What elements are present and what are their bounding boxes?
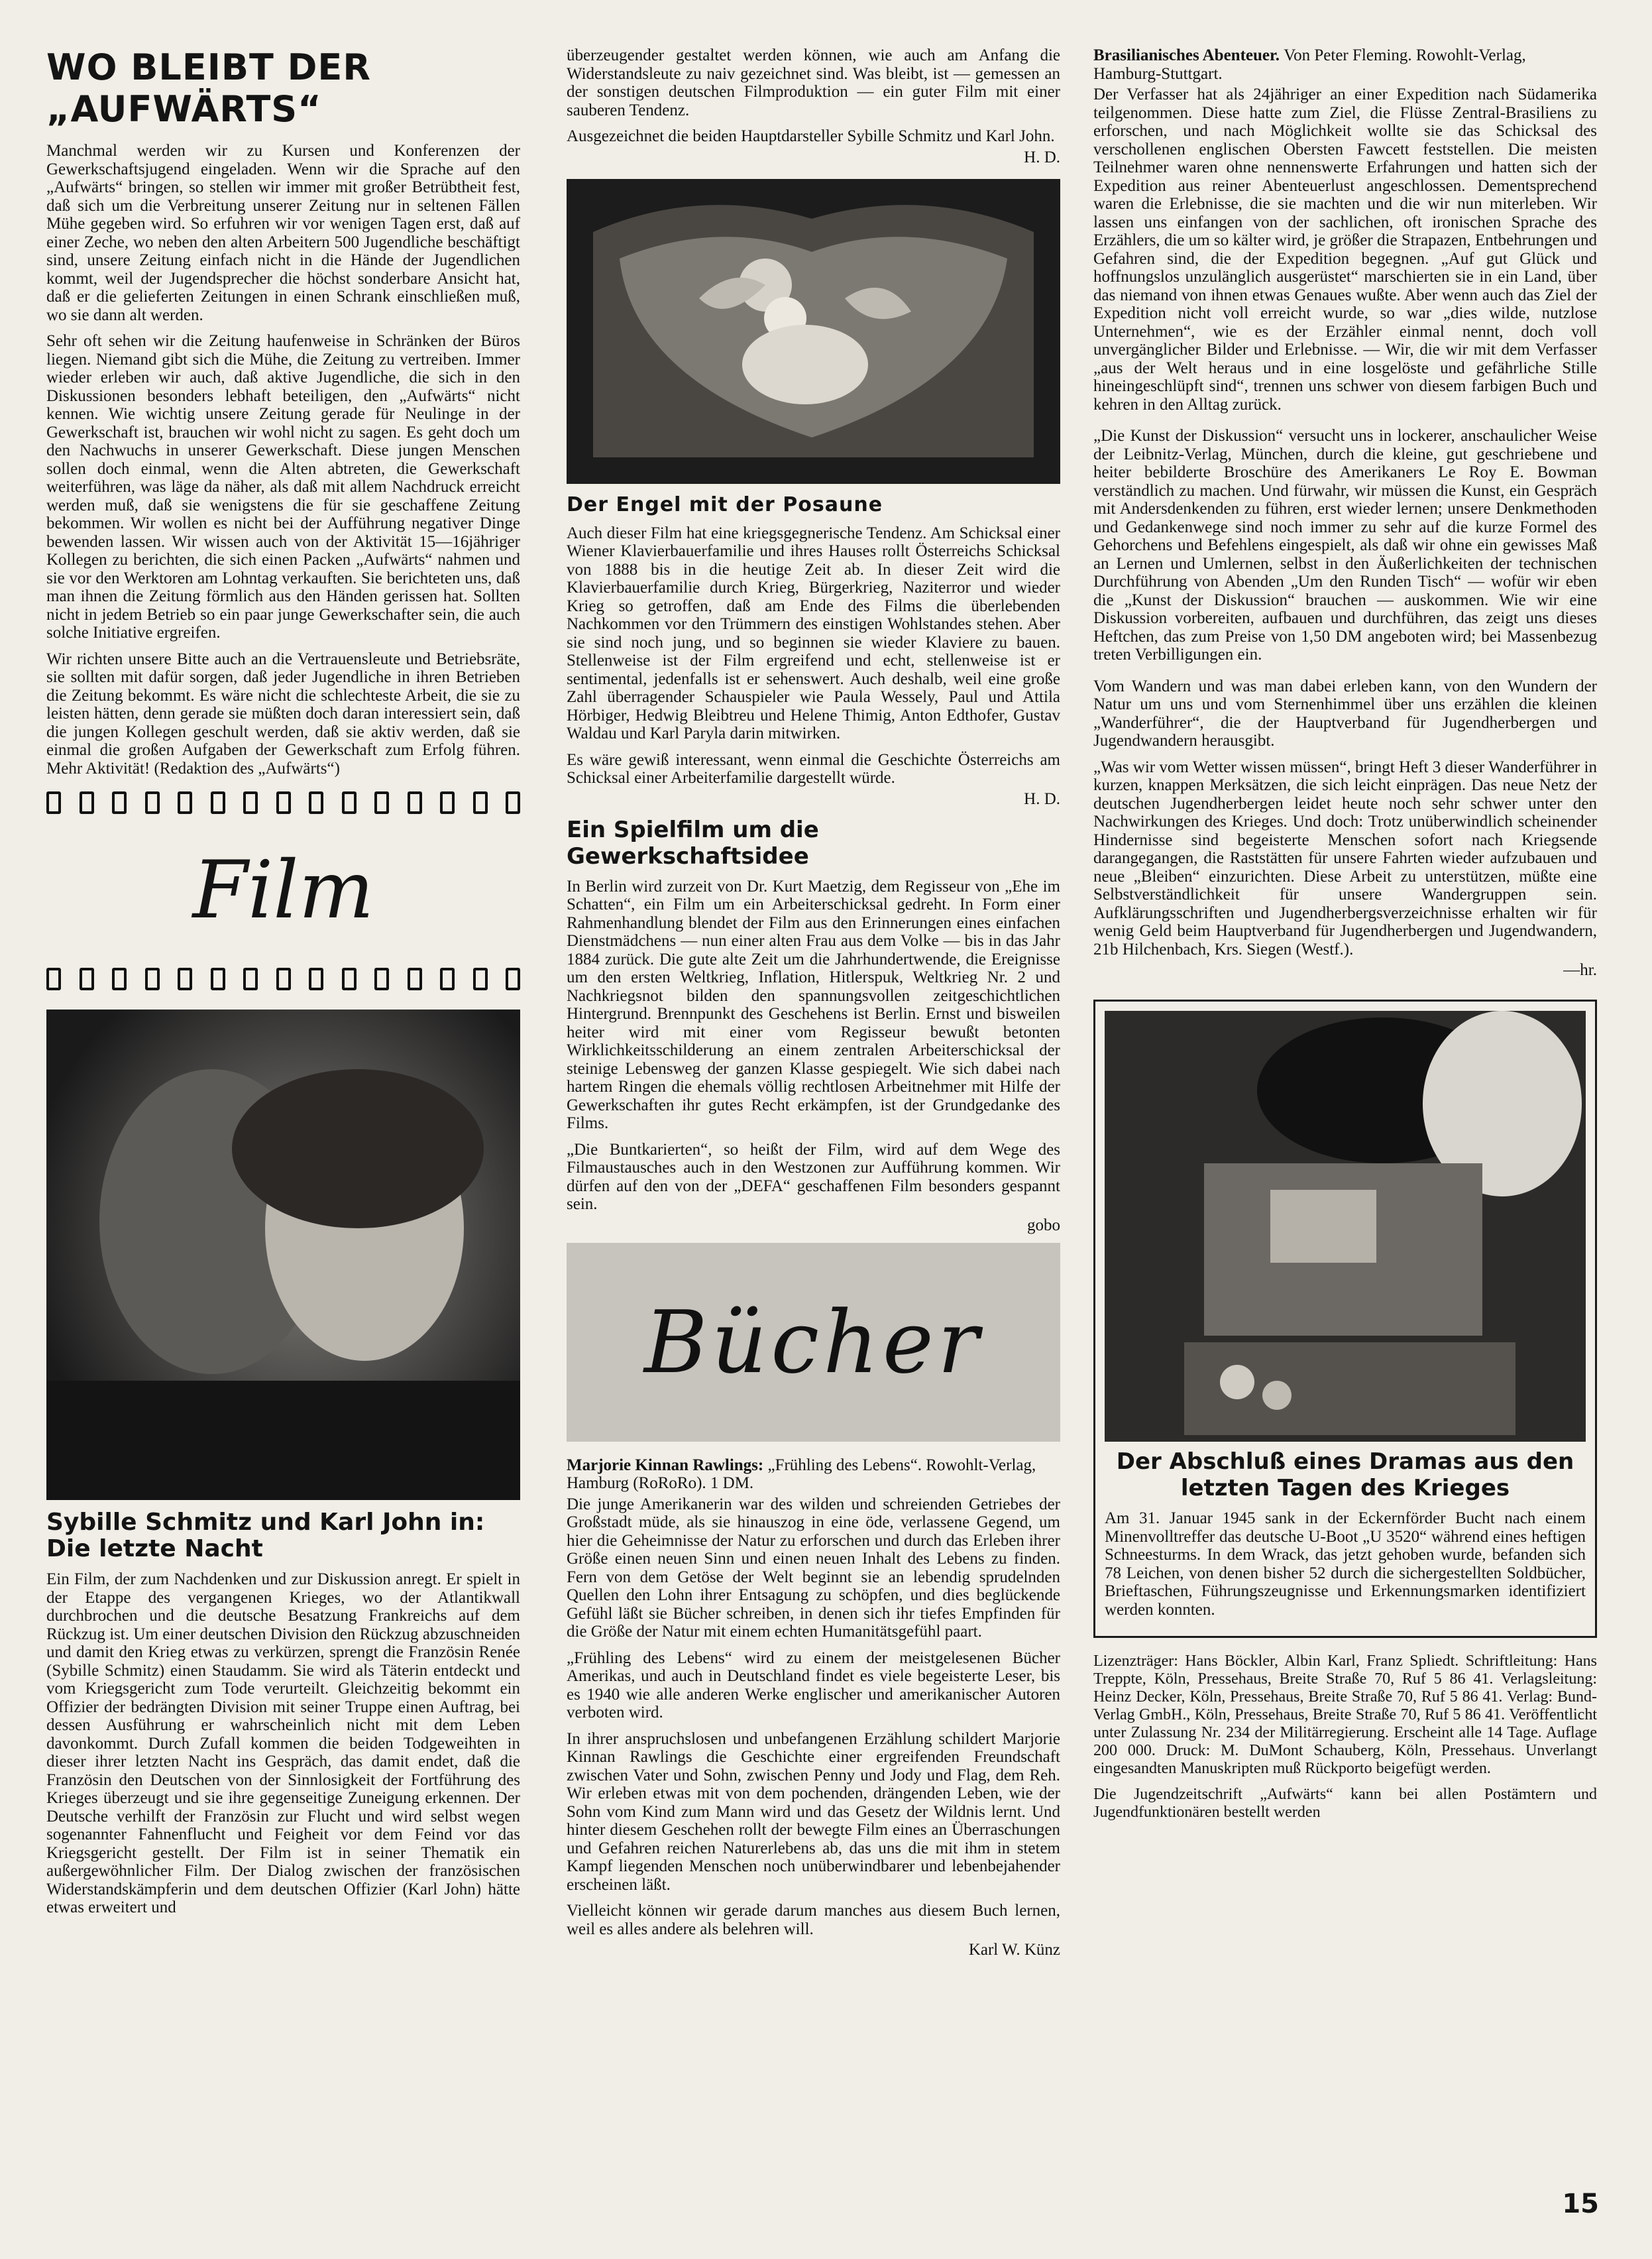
filmstrip-divider-bottom [46, 963, 520, 995]
article-paragraph: Sehr oft sehen wir die Zeitung haufenweise in Schränken der Büros liegen. Niemand gibt sich die Mühe, die Zeitung zu vertreiben. Immer wieder erleben wir auch, daß aktive Jugendliche, die sich in den Diskussionen besonders lebhaft beteiligen, den „Aufwärts“ nicht kennen. Wie wichtig unsere Zeitung gerade für Neulinge in der Gewerkschaft ist, brauchen wir wohl nicht zu sagen. Es geht doch um den Nachwuchs in unserer Gewerkschaft. Diese jungen Menschen sollen doch einmal, wenn die Alten abtreten, die Gewerkschaft weiterführen, was läge da näher, als daß mit allem Nachdruck erreicht werden muß, daß sie wenigstens die für sie geschaffene Zeitung bekommen. Wir wollen es nicht bei der Aufführung negativer Dinge bewenden lassen. Wir wissen auch von der Aktivität 15—16jähriger Kollegen zu berichten, die sich einen Packen „Aufwärts“ nahmen und sie vor den Werktoren am Lohntag verkauften. Sie berichteten uns, daß man ihnen die Zeitung förmlich aus den Händen gerissen hat. Sollten nicht in jedem Betrieb so ein paar junge Gewerkschafter sein, die auch solche Initiative ergreifen. [46, 332, 520, 642]
imprint-subscription: Die Jugendzeitschrift „Aufwärts“ kann bei allen Postämtern und Jugendfunktionären bestellt werden [1093, 1786, 1597, 1821]
spielfilm-title: Ein Spielfilm um die Gewerkschaftsidee [567, 816, 819, 870]
engel-text-2: Es wäre gewiß interessant, wenn einmal die Geschichte Österreichs am Schicksal einer Arbeiterfamilie dargestellt würde. [567, 750, 1060, 787]
wreck-image [1105, 1011, 1586, 1442]
column-2 [567, 46, 1060, 1967]
article-paragraph: Manchmal werden wir zu Kursen und Konferenzen der Gewerkschaftsjugend eingeladen. Wenn wir die Sprache auf den „Aufwärts“ bringen, so stellen wir immer mit großer Betrübtheit fest, daß sich um die Verbreitung unserer Zeitung nur in seltenen Fällen Mühe gegeben wird. So erfuhren wir vor wenigen Tagen erst, daß auf einer Zeche, wo neben den alten Arbeitern 500 Jugendliche beschäftigt sind, unsere Zeitung einfach nicht in die Hände der Jugendlichen kommt, weil der Jugendsprecher die höchst sonderbare Ansicht hat, daß er die gelieferten Zeitungen in einen Schrank einschließen muß, wo sie dann alt werden. [46, 142, 520, 324]
imprint [1093, 1652, 1597, 1822]
film-caption: Sybille Schmitz und Karl John in: Die letzte Nacht [46, 1509, 485, 1562]
filmstrip-divider-top [46, 787, 520, 819]
headline-aufwaerts: WO BLEIBT DER „AUFWÄRTS“ [46, 46, 371, 130]
film-still-image [46, 1010, 520, 1500]
film-still-photo [46, 1010, 520, 1500]
wetter-text: „Was wir vom Wetter wissen müssen“, bringt Heft 3 dieser Wanderführer in kurzen, knappen Merksätzen, die sich leicht einprägen. Das neue Netz der deutschen Jugendherbergen leidet heute noch sehr schwer unter den Nachwirkungen des Krieges. Und doch: Trotz unüberwindlich scheinender Hindernisse sind begeisterte Menschen sofort nach Kriegsende darangegangen, die Raststätten für unsere Fahrten wieder aufzubauen und neue „Bleiben“ einzurichten. Diese Arbeit zu unterstützen, müßte eine Selbstverständlichkeit für unsere Wandergruppen sein. Aufklärungsschriften und Jugendherbergsverzeichnisse erhalten wir für wenig Geld beim Hauptverband für Jugendherbergen und Jugendwandern, 21b Hilchenbach, Krs. Siegen (Westf.). [1093, 758, 1597, 958]
wreck-caption-title: Der Abschluß eines Dramas aus den letzten Tagen des Krieges [1116, 1448, 1574, 1501]
signature: Karl W. Künz [968, 1941, 1060, 1959]
book-review-text: In ihrer anspruchslosen und unbefangenen Erzählung schildert Marjorie Kinnan Rawlings die Geschichte einer ergreifenden Freundschaft zwischen Vater und Sohn, zwischen Penny und Jody und Flag, dem Reh. Wir erleben etwas mit von dem pochenden, drängenden Leben, wie der Sohn vom Kind zum Mann wird und das Gesetz der Wildnis lernt. Und hinter diesem Geschehen rollt der bewegte Film eines an Überraschungen und Gefahren reichen Naturerlebens ab, das uns die mit ihm in stetem Kampf liegenden Menschen noch unüberwindbarer und lebenbejahender erscheinen läßt. [567, 1729, 1060, 1894]
signature: gobo [1027, 1216, 1060, 1234]
article-paragraph: Wir richten unsere Bitte auch an die Vertrauensleute und Betriebsräte, sie sollten mit dafür sorgen, daß jeder Jugendliche in ihren Betrieben die Zeitung bekommt. Es wäre nicht die schlechteste Arbeit, die sie zu leisten hätten, denn gerade sie müßten doch daran interessiert sein, daß die jungen Kollegen geschult werden, daß sie aktiv werden, daß sie einmal die großen Aufgaben der Gewerkschaft zum Erfolg führen. Mehr Aktivität! (Redaktion des „Aufwärts“) [46, 650, 520, 778]
book-review-brasil: Der Verfasser hat als 24jähriger an einer Expedition nach Südamerika teilgenommen. Diese hatte zum Ziel, die Flüsse Zentral-Brasiliens zu erforschen, und nach Möglichkeit wollte sie das Schicksal des verschollenen englischen Obersten Fawcett feststellen. Die meisten Teilnehmer waren ohne nennenswerte Erfahrungen und hatten sich der Expedition aus reiner Abenteuerlust angeschlossen. Dementsprechend waren die Erlebnisse, die sie machten und die wir nun miterleben. Wir lassen uns einfangen von der sachlichen, oft ironischen Sprache des Erzählers, die um so kälter wird, je größer die Strapazen, Entbehrungen und Gefahren sind, die der Expedition begegnen. „Auf gut Glück und hoffnungslos unzulänglich ausgerüstet“ marschierten sie in ein Land, über das niemand von ihnen etwas Genaues wußte. Aber wenn auch das Ziel der Expedition nicht voll erreicht wurde, so war „dies wilde, nutzlose Unternehmen“, wie es der Erzähler einmal nennt, doch voll unvergänglicher Bilder und Erlebnisse. — Wir, die wir mit dem Verfasser „aus der Welt heraus und in eine losgelöste und gefährliche Stille hineingeschlüpft sind“, trennen uns schwer von diesem farbigen Buch und kehren in den Alltag zurück. [1093, 86, 1597, 414]
book-review-text: „Frühling des Lebens“ wird zu einem der meistgelesenen Bücher Amerikas, und auch in Deutschland findet es viele begeisterte Leser, bis es 1940 wie alle anderen Werke englischer und amerikanischer Autoren verboten wird. [567, 1649, 1060, 1721]
engel-title: Der Engel mit der Posaune [567, 492, 883, 516]
wreck-photo [1105, 1011, 1586, 1442]
book-review-diskussion: „Die Kunst der Diskussion“ versucht uns in lockerer, anschaulicher Weise der Leibnitz-Verlag, München, durch die kleine, gut geschriebene und heiter bebilderte Broschüre des Amerikaners Le Roy E. Bowman verständlich zu machen. Und fürwahr, wir müssen die Kunst, ein Gespräch mit Andersdenkenden zu führen, erst wieder lernen; unsere Denkmethoden und Gedankenwege sind noch immer zu sehr auf die kurze Formel des Gehorchens und Befehlens eingespielt, als daß wir ohne ein gewisses Maß an Lernen und Umlernen, selbst in den Äußerlichkeiten der technischen Durchführung von Abenden „Um den Runden Tisch“ — wofür wir eben die „Kunst der Diskussion“ brauchen — auskommen. Wie wir eine Diskussion vorbereiten, aufbauen und durchführen, das zeigt uns dieses Heftchen, das zum Preise von 1,50 DM angeboten wird; bei Massenbezug treten Verbilligungen ein. [1093, 427, 1597, 664]
book-review-text: Vielleicht können wir gerade darum manches aus diesem Buch lernen, weil es alles andere als belehren will. [567, 1902, 1060, 1938]
film-review-continued: überzeugender gestaltet werden können, wie auch am Anfang die Widerstandsleute zu naiv gezeichnet sind. Was bleibt, ist — gemessen an der sonstigen deutschen Filmproduktion — ein guter Film mit einer sauberen Tendenz. [567, 46, 1060, 119]
book-heading-brasil: Brasilianisches Abenteuer. Von Peter Fleming. Rowohlt-Verlag, Hamburg-Stuttgart. [1093, 46, 1526, 83]
spielfilm-text-2: „Die Buntkarierten“, so heißt der Film, wird auf dem Wege des Filmaustausches auch in den Westzonen zur Aufführung kommen. Wir dürfen auf den von der „DEFA“ geschaffenen Film besonders gespannt sein. [567, 1140, 1060, 1213]
imprint-text: Lizenzträger: Hans Böckler, Albin Karl, Franz Spliedt. Schriftleitung: Hans Treppte, Köln, Pressehaus, Breite Straße 70, Ruf 5 86 41. Verlagsleitung: Heinz Decker, Köln, Pressehaus, Breite Straße 70, Ruf 5 86 41. Verlag: Bund-Verlag GmbH., Köln, Pressehaus, Breite Straße 70, Ruf 5 86 41. Veröffentlicht unter Zulassung Nr. 234 der Militärregierung. Erscheint alle 14 Tage. Auflage 200 000. Druck: M. DuMont Schauberg, Köln, Pressehaus. Unverlangt eingesandten Manuskripten muß Rückporto beigefügt werden. [1093, 1652, 1597, 1777]
spielfilm-text: In Berlin wird zurzeit von Dr. Kurt Maetzig, dem Regisseur von „Ehe im Schatten“, ein Film um ein Arbeiterschicksal gedreht. In Form einer Rahmenhandlung blendet der Film aus den Erinnerungen eines einfachen Dienstmädchens — nun einer alten Frau aus dem Volke — bis in das Jahr 1884 zurück. Die gute alte Zeit um die Jahrhundertwende, die Ereignisse um den ersten Weltkrieg, Inflation, Hitlerspuk, Weltkrieg Nr. 2 und Nachkriegsnot bilden den spannungsvollen zeitgeschichtlichen Hintergrund. Brennpunkt des Geschehens ist Berlin. Ernst und bisweilen heiter wird mit einer vom Regisseur bewußt betonten Wirklichkeitsschilderung an einem zentralen Arbeiterschicksal der steinige Lebensweg der ganzen Klasse gespiegelt. Wie sich dabei nach hartem Ringen die ehemals völlig rechtlosen Arbeitnehmer mit Hilfe der Gewerkschaften ihr gutes Recht erkämpfen, ist der Grundgedanke des Films. [567, 877, 1060, 1132]
page-number: 15 [1562, 2189, 1599, 2219]
book-heading: Marjorie Kinnan Rawlings: „Frühling des Lebens“. Rowohlt-Verlag, Hamburg (RoRoRo). 1 DM. [567, 1456, 1036, 1492]
section-banner-buecher [567, 1243, 1060, 1442]
section-title-film: Film [192, 844, 374, 937]
signature: H. D. [1024, 148, 1060, 166]
book-review-text: Die junge Amerikanerin war des wilden und schreienden Getriebes der Großstadt müde, als sie hinauszog in eine öde, verlassene Gegend, um hier die Geheimnisse der Natur zu erforschen und durch das Erleben ihrer Größe einen neuen Sinn und einen neuen Inhalt des Lebens zu finden. Fern von dem Getöse der Welt beginnt sie an lebendig sprudelnden Quellen den Lohn ihrer Entsagung zu schöpfen, und dies beglückende Gefühl läßt sie Bücher schreiben, in denen sich ihr tiefes Empfinden für die Größe der Natur mit einem echten Humanitätsgefühl paart. [567, 1495, 1060, 1641]
wreck-photo-box [1093, 1000, 1597, 1638]
wanderfuehrer-text: Vom Wandern und was man dabei erleben kann, von den Wundern der Natur um uns und vom Sternenhimmel über uns erzählen die kleinen „Wanderführer“, die der Hauptverband für Jugendherbergen und Jugendwandern herausgibt. [1093, 677, 1597, 750]
signature: H. D. [1024, 789, 1060, 808]
signature: —hr. [1563, 961, 1597, 979]
column-1 [46, 46, 520, 1925]
film-review-actors: Ausgezeichnet die beiden Hauptdarsteller Sybille Schmitz und Karl John. [567, 127, 1055, 145]
angel-carving-image [567, 179, 1060, 484]
column-3 [1093, 46, 1597, 1829]
angel-carving-photo [567, 179, 1060, 484]
section-title-buecher: Bücher [644, 1291, 983, 1393]
engel-text: Auch dieser Film hat eine kriegsgegnerische Tendenz. Am Schicksal einer Wiener Klavierbauerfamilie und ihres Hauses rollt Österreichs Schicksal von 1888 bis in die heutige Zeit ab. In dieser Zeit wird die Klavierbauerfamilie durch Krieg, Bürgerkrieg, Naziterror und wieder Krieg so getroffen, daß am Ende des Films die überlebenden Nachkommen vor den Trümmern des einstigen Wohlstandes stehen. Aber sie sind noch jung, und so beginnen sie wieder Klaviere zu bauen. Stellenweise ist der Film ergreifend und echt, stellenweise ist er sentimental, jedenfalls ist er sehenswert. Auch deshalb, weil eine große Zahl überragender Schauspieler wie Paula Wessely, Paul und Attila Hörbiger, Hedwig Bleibtreu und Helene Thimig, Anton Edthofer, Gustav Waldau und Karl Paryla darin mitwirken. [567, 524, 1060, 742]
wreck-caption-text: Am 31. Januar 1945 sank in der Eckernförder Bucht nach einem Minenvolltreffer das deutsche U-Boot „U 3520“ während eines heftigen Schneesturms. In dem Wrack, das jetzt gehoben wurde, befanden sich 78 Leichen, von denen bisher 52 durch die sichergestellten Soldbücher, Brieftaschen, Führungszeugnisse und Erkennungsmarken identifiziert werden konnten. [1105, 1509, 1586, 1619]
film-review-text: Ein Film, der zum Nachdenken und zur Diskussion anregt. Er spielt in der Etappe des vergangenen Krieges, wo der Atlantikwall durchbrochen und die deutsche Besatzung Frankreichs auf dem Rückzug ist. Um einer deutschen Division den Rückzug abzuschneiden und damit den Krieg etwas zu verkürzen, sprengt die Französin Renée (Sybille Schmitz) einen Staudamm. Sie wird als Täterin entdeckt und vom Kriegsgericht zum Tode verurteilt. Gleichzeitig bekommt ein Offizier der bedrängten Division mit seiner Truppe einen Auftrag, bei dessen Ausführung er wahrscheinlich nicht mit dem Leben davonkommt. Durch Zufall kommen die beiden Todgeweihten in dieser ihrer letzten Nacht ins Gespräch, das damit endet, daß die Französin den Deutschen von der Sinnlosigkeit der Fortführung des Krieges überzeugt und sie ihre gegenseitige Zuneigung erkennen. Der Deutsche verhilft der Französin zur Flucht und wird selbst wegen sogenannter Fahnenflucht und Feigheit vor dem Feind vor das Kriegsgericht gestellt. Der Film ist in seiner Thematik ein außergewöhnlicher Film. Der Dialog zwischen der französischen Widerstandskämpferin und dem deutschen Offizier (Karl John) hätte etwas erweitert und [46, 1570, 520, 1916]
